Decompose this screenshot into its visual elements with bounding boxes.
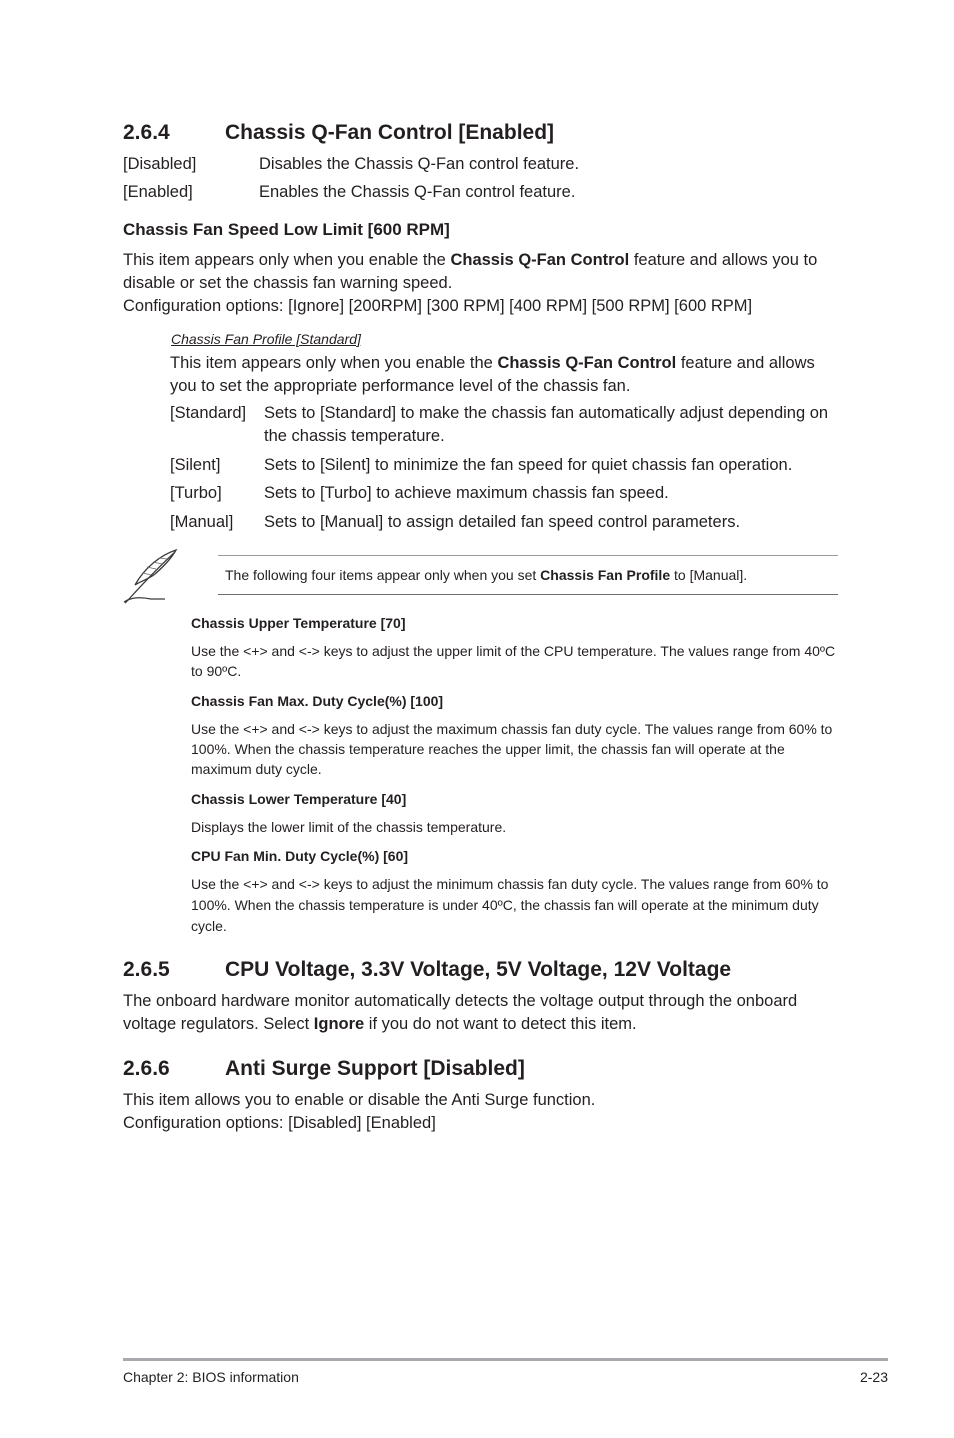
page-number: 2-23 — [859, 1369, 888, 1385]
manual-item-text: Use the <+> and <-> keys to adjust the minimum chassis fan duty cycle. The values range from 60% to 100%. When the chassis temperature is under 40ºC, the chassis fan will operate at the minimum duty cycle. — [191, 876, 829, 934]
option-row — [170, 482, 838, 505]
paragraph: This item appears only when you enable the Chassis Q-Fan Control feature and allows you to set the appropriate performance level of the chassis fan. — [170, 354, 815, 395]
section-title: Chassis Q-Fan Control [Enabled] — [225, 121, 555, 144]
option-label: [Manual] — [170, 513, 234, 531]
section-heading-2-6-5 — [123, 957, 731, 983]
section-number: 2.6.5 — [123, 958, 170, 981]
config-options: Configuration options: [Disabled] [Enabled] — [123, 1114, 436, 1132]
section-number: 2.6.4 — [123, 121, 170, 144]
option-label: [Silent] — [170, 456, 221, 474]
option-desc: Sets to [Standard] to make the chassis fan automatically adjust depending on the chassis temperature. — [264, 404, 829, 445]
option-row — [123, 181, 843, 204]
manual-item-title: CPU Fan Min. Duty Cycle(%) [60] — [191, 848, 409, 864]
option-row — [170, 402, 838, 448]
option-desc: Sets to [Manual] to assign detailed fan speed control parameters. — [264, 513, 741, 531]
config-options: Configuration options: [Ignore] [200RPM] [300 RPM] [400 RPM] [500 RPM] [600 RPM] — [123, 297, 753, 315]
paragraph: This item appears only when you enable the Chassis Q-Fan Control feature and allows you to disable or set the chassis fan warning speed. Configuration options: [Ignore] [200RPM] [300 RPM] [400 RPM] [500 RPM] [600 RPM] — [123, 251, 818, 315]
option-label: [Enabled] — [123, 183, 193, 201]
option-row — [123, 153, 843, 176]
option-label: [Standard] — [170, 404, 247, 422]
section-heading-2-6-4 — [123, 120, 554, 146]
section-title: CPU Voltage, 3.3V Voltage, 5V Voltage, 12V Voltage — [225, 958, 732, 981]
manual-item-title: Chassis Fan Max. Duty Cycle(%) [100] — [191, 693, 444, 709]
note-rule-top — [218, 555, 838, 556]
footer-rule — [123, 1358, 888, 1361]
paragraph: This item allows you to enable or disable the Anti Surge function. Configuration options: [Disabled] [Enabled] — [123, 1091, 596, 1132]
manual-item-title: Chassis Lower Temperature [40] — [191, 791, 407, 807]
footer-chapter: Chapter 2: BIOS information — [123, 1369, 299, 1385]
section-heading-2-6-6 — [123, 1056, 525, 1082]
option-desc: Sets to [Turbo] to achieve maximum chassis fan speed. — [264, 484, 669, 502]
feather-pen-icon — [121, 547, 179, 605]
option-desc: Enables the Chassis Q-Fan control feature. — [259, 183, 576, 201]
option-row — [170, 454, 838, 477]
manual-item-text: Use the <+> and <-> keys to adjust the maximum chassis fan duty cycle. The values range from 60% to 100%. When the chassis temperature reaches the upper limit, the chassis fan will operate at the maximum duty cycle. — [191, 721, 833, 777]
subsection-title: Chassis Fan Speed Low Limit [600 RPM] — [123, 220, 450, 239]
subitem-title: Chassis Fan Profile [Standard] — [171, 331, 361, 347]
section-number: 2.6.6 — [123, 1057, 170, 1080]
option-desc: Disables the Chassis Q-Fan control feature. — [259, 155, 580, 173]
option-row — [170, 511, 838, 534]
option-desc: Sets to [Silent] to minimize the fan speed for quiet chassis fan operation. — [264, 456, 793, 474]
manual-item-text: Use the <+> and <-> keys to adjust the upper limit of the CPU temperature. The values range from 40ºC to 90ºC. — [191, 643, 836, 679]
section-title: Anti Surge Support [Disabled] — [225, 1057, 525, 1080]
note-text: The following four items appear only when you set Chassis Fan Profile to [Manual]. — [225, 567, 748, 583]
note-rule-bottom — [218, 594, 838, 595]
option-label: [Turbo] — [170, 484, 222, 502]
manual-item-text: Displays the lower limit of the chassis temperature. — [191, 819, 507, 835]
option-label: [Disabled] — [123, 155, 197, 173]
paragraph: The onboard hardware monitor automatically detects the voltage output through the onboard voltage regulators. Select Ignore if you do not want to detect this item. — [123, 992, 798, 1033]
manual-item-title: Chassis Upper Temperature [70] — [191, 615, 406, 631]
